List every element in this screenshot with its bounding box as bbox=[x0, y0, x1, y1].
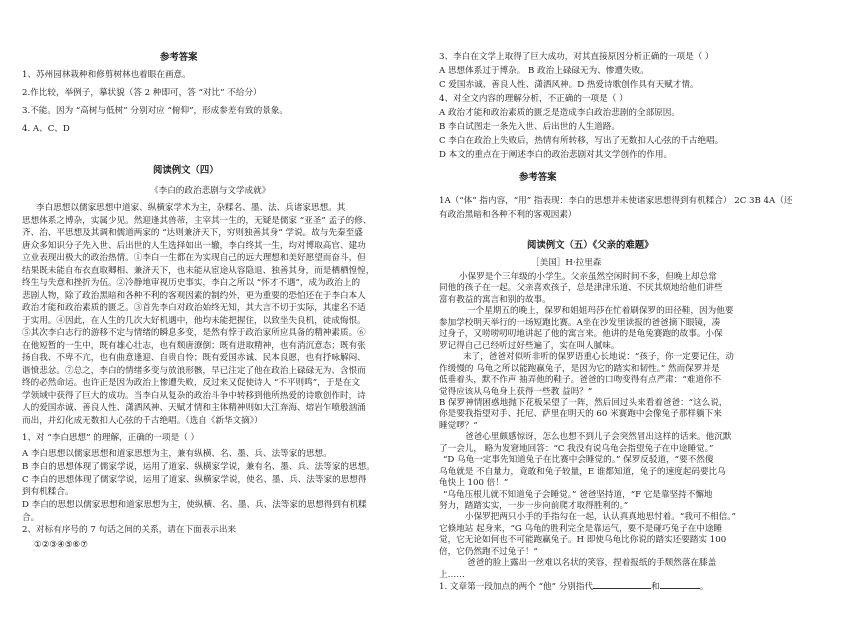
text-line: 一个星期五的晚上，保罗和姐姐玛莎在忙着刷保罗的田径鞋，因为他要 bbox=[467, 306, 734, 317]
article-title: 《李白的政治悲剧与文学成就》 bbox=[150, 186, 271, 196]
text-line: 参加学校明天举行的一场短跑比赛。A坐在沙发里读报的爸爸摘下眼镜，凑 bbox=[439, 317, 721, 328]
text-line: 罗记得自己已经听过好些遍了，实在叫人腻味。 bbox=[439, 340, 620, 351]
text-line: 扬自我、不卑不亢，也有曲意逢迎、自贵自怜；既有爱国赤诚、民本良愿，也有抒咏解闷、 bbox=[22, 353, 366, 363]
text-line: 了一会儿， 略为发窘地回答：“C 我没有说乌龟会指望兔子在中途睡觉。” bbox=[439, 443, 714, 454]
text-line: B 保罗神情困惑地抛下花板呆望了一阵，然后回过头来看着爸爸：“这么说， bbox=[439, 397, 728, 408]
text-line: 小保罗是个三年级的小学生。父亲虽然空闲时间不多，但晚上却总常 bbox=[459, 272, 717, 282]
text-line: 于实用。④因此，在人生的几次大好机遇中，他均未能把握住，以致坐失良机，徒成悔恨。 bbox=[22, 315, 366, 326]
answer-line: 有政治黑暗和各种不利的客观因素） bbox=[439, 210, 577, 220]
text-line: 谐愤悲忿。⑦总之，李白的情绪多变与放浪形骸，早已注定了他在政治上碌碌无为、含恨而 bbox=[22, 365, 366, 376]
text-line: 齐、治、平思想及其调和儒道两家的 “达则兼济天下，穷则独善其身” 学说。故与先秦至盛 bbox=[22, 228, 363, 238]
question-2-sequence: ①②③④⑤⑥⑦ bbox=[34, 540, 88, 550]
text-line: 同他的孩子在一起。父亲喜欢孩子，总是津津乐道、不厌其烦地给他们讲些 bbox=[439, 283, 723, 294]
text-line: D 李白的思想以儒家思想和道家思想为主，使纵横、名、墨、兵、法等家的思想得到有机糅 bbox=[22, 500, 367, 511]
text-line: 努力，踏踏实实，一步一步向前爬才取得胜利的。” bbox=[439, 501, 629, 511]
question-1: 1、对 “李白思想” 的理解，正确的一项是（ ） bbox=[22, 433, 200, 443]
text-line: 你是要我指望对手、托尼、萨里在明天的 60 米赛跑中会像兔子那样躺下来 bbox=[439, 409, 722, 420]
text-line: 而出，并幻化成无数扣人心弦的千古绝唱。（选自《新华文摘》） bbox=[22, 415, 263, 426]
text-line: 富有教益的寓言和别的故事。 bbox=[439, 294, 551, 305]
text-line: C 李白的思想体现了儒家学说，运用了道家、纵横家学说，使名、墨、兵、法等家的思想得 bbox=[22, 474, 367, 485]
story-author: ［美国］H·拉里森 bbox=[531, 258, 602, 268]
text-line: 龟快上 100 倍！” bbox=[439, 478, 509, 489]
text-line: 小保罗把两只小手的手指勾在一起，认认真真地思忖着。“我可不相信。” bbox=[465, 512, 736, 523]
text-line: 觉得应该从乌龟身上获得一些教 益吗？” bbox=[439, 386, 593, 397]
section-title: 阅读例文（五）《父亲的难题》 bbox=[527, 240, 654, 251]
text-line: 低垂着头，默不作声 抽弄他的鞋子。爸爸的口吻变得有点严肃：“难道你不 bbox=[439, 375, 722, 386]
answers-title: 参考答案 bbox=[519, 172, 557, 183]
answer-blank[interactable] bbox=[593, 580, 651, 589]
question-4-option: C 李白在政治上失败后，热情有所转移，写出了无数扣人心弦的千古绝唱。 bbox=[439, 136, 724, 146]
text-line: 悲剧人物，除了政治黑暗和各种不利的客观因素的制约外，更为重要的恐怕还在于李白本人 bbox=[22, 290, 366, 301]
question-4-option: B 李白试图走一条先入世、后出世的人生道路。 bbox=[439, 122, 620, 132]
text-line: ⑤其次李白志行的游移不定与情绪的瞬息多变，是然有悖于政治家所应具备的精神素质。⑥ bbox=[22, 328, 366, 338]
text-line: 上…… bbox=[439, 569, 465, 580]
text-line: 它倏地站 起身来，“G 乌龟的胜利完全是靠运气，要不是碰巧兔子在中途睡 bbox=[439, 523, 723, 534]
answer-line: 1、苏州园林栽种和修剪树林也着眼在画意。 bbox=[22, 70, 191, 80]
text-line: 人的爱国赤诚、善良人性、潇洒风神、天赋才情和主体精神则如大江奔海、熔岩乍喷般汹涌 bbox=[22, 403, 366, 413]
text-line: 觉，它无论如何也不可能跑赢兔子。H 即使乌龟比你说的踏实还要踏实 100 bbox=[439, 535, 727, 546]
text-line: 唐众多知识分子先入世、后出世的人生选择如出一辙，李白终其一生，均对博取高官、建功 bbox=[22, 240, 366, 251]
question-2: 2、对标有序号的 7 句话之间的关系，请在下面表示出来 bbox=[22, 525, 237, 535]
text-line: “D 乌龟一定事先知道兔子在比赛中会睡觉的。” 保罗反驳道，“要不然傻 bbox=[443, 455, 714, 466]
answer-line: 3.不能。因为 “高树与低树” 分别对应 “俯仰”，形成参差有致的景象。 bbox=[22, 106, 289, 116]
answer-line: 1A（“体” 指内容，“用” 指表现：李白的思想并未使诸家思想得到有机糅合） 2C 3B 4A（还 bbox=[439, 196, 793, 206]
text-line: 作缓慢的 乌龟之所以能跑赢兔子，是因为它的踏实和韧性。” 然而保罗并是 bbox=[439, 363, 720, 374]
text-line: 过身子，又唠唠叨叨地讲起了他的寓言来。他讲的是龟兔赛跑的故事。小保 bbox=[439, 329, 723, 340]
text-line: 爸爸心里颇感惊讶，怎么也想不到儿子会突然冒出这样的话来。他沉默 bbox=[465, 432, 732, 443]
text-line: “乌龟压根儿就不知道兔子会睡觉。” 爸爸坚持道，“F 它是靠坚持不懈地 bbox=[443, 489, 713, 500]
text-line: 乌龟就是 不自量力，竟敢和兔子较量，E 谁都知道，兔子的速度起码要比乌 bbox=[439, 466, 726, 477]
text-line: 倍，它仍然跑不过兔子！” bbox=[439, 546, 538, 557]
section-title: 阅读例文（四） bbox=[153, 165, 219, 176]
question-3-option: C 爱国赤诚、善良人性、潇洒风神。D 热爱诗歌创作具有天赋才情。 bbox=[439, 80, 699, 90]
text-line: 政治才能和政治素质的匮乏。③首先李白对政治始终无知，其大言不切于实际，其虚名不适 bbox=[22, 303, 366, 313]
question-4-option: D 本文的重点在于阐述李白的政治悲剧对其文学创作的作用。 bbox=[439, 150, 673, 160]
text-line: 思想体系之博杂，实属少见。然迎逢其兽蒂，主宰其一生的，无疑是儒家 “亚圣” 孟子的修、 bbox=[22, 215, 372, 226]
text-line: 到有机糅合。 bbox=[22, 487, 74, 498]
text-line: B 李白的思想体现了儒家学说，运用了道家、纵横家学说，兼有名、墨、兵、法等家的思想。 bbox=[22, 461, 375, 472]
text-line: 立业表现出极大的政治热情。①李白一生都在为实现自己的远大理想和美好愿望而奋斗，但 bbox=[22, 253, 366, 263]
question-4: 4、对全文内容的理解分析，不正确的一项是（ ） bbox=[439, 94, 628, 104]
text-line: 学领域中获得了巨大的成功。当李白从复杂的政治斗争中转移到他所热爱的诗歌创作时，诗 bbox=[22, 390, 366, 401]
text-line: 合。 bbox=[22, 513, 40, 523]
text-line: 在他短暂的一生中，既有雄心壮志，也有颓唐潦倒；既有进取精神，也有消沉意态；既有张 bbox=[22, 340, 366, 351]
text-line: 终的必然命运。也许正是因为政治上惨遭失败，反过来又促使诗人 “不平则鸣”，于是在文 bbox=[22, 378, 361, 388]
text-line: 末了，爸爸对似听非听的保罗语重心长地说：“孩子，你一定要记住，动 bbox=[463, 352, 734, 363]
text-line: 爸爸的脸上露出一丝难以名状的笑容，捏着报纸的手颓然落在膝盖 bbox=[467, 558, 717, 569]
text-line: 终生与失意和挫折为伍。②冷静地审视历史事实，李白之所以 “怀才不遇”，成为政治上的 bbox=[22, 278, 361, 288]
text-line: 结果既未能自布衣直取卿相、兼济天下，也未能从宦途从容隐退、独善其身，而是栖栖惶惶， bbox=[22, 265, 375, 276]
question-last-prefix: 1. 文章第一段加点的两个 “他” 分别指代 bbox=[439, 582, 594, 592]
answer-line: 2.作比较，举例子，摹状貌（答 2 种即可，答 “对比” 不给分） bbox=[22, 88, 262, 98]
answers-title: 参考答案 bbox=[160, 52, 198, 63]
question-last bbox=[439, 580, 708, 593]
text-line: A 李白思想以儒家思想和道家思想为主，兼有纵横、名、墨、兵、法等家的思想。 bbox=[22, 449, 332, 459]
answer-line: 4. A、C、D bbox=[22, 124, 70, 134]
text-line: 李白思想以儒家思想中道家、纵横家学术为主，杂糅名、墨、法、兵诸家思想。其 bbox=[36, 203, 346, 213]
question-last-mid: 和 bbox=[651, 582, 660, 592]
answer-blank[interactable] bbox=[660, 580, 700, 589]
question-3: 3、李白在文学上取得了巨大成功，对其直接原因分析正确的一项是（ ） bbox=[439, 52, 714, 62]
text-line: 睡觉啰？” bbox=[439, 420, 478, 431]
question-last-suffix: 。 bbox=[699, 582, 709, 592]
question-4-option: A 政治才能和政治素质的匮乏是造成李白政治悲剧的全部原因。 bbox=[439, 108, 680, 118]
question-3-option: A 思想体系过于博杂。 B 政治上碌碌无为、惨遭失败。 bbox=[439, 66, 649, 76]
